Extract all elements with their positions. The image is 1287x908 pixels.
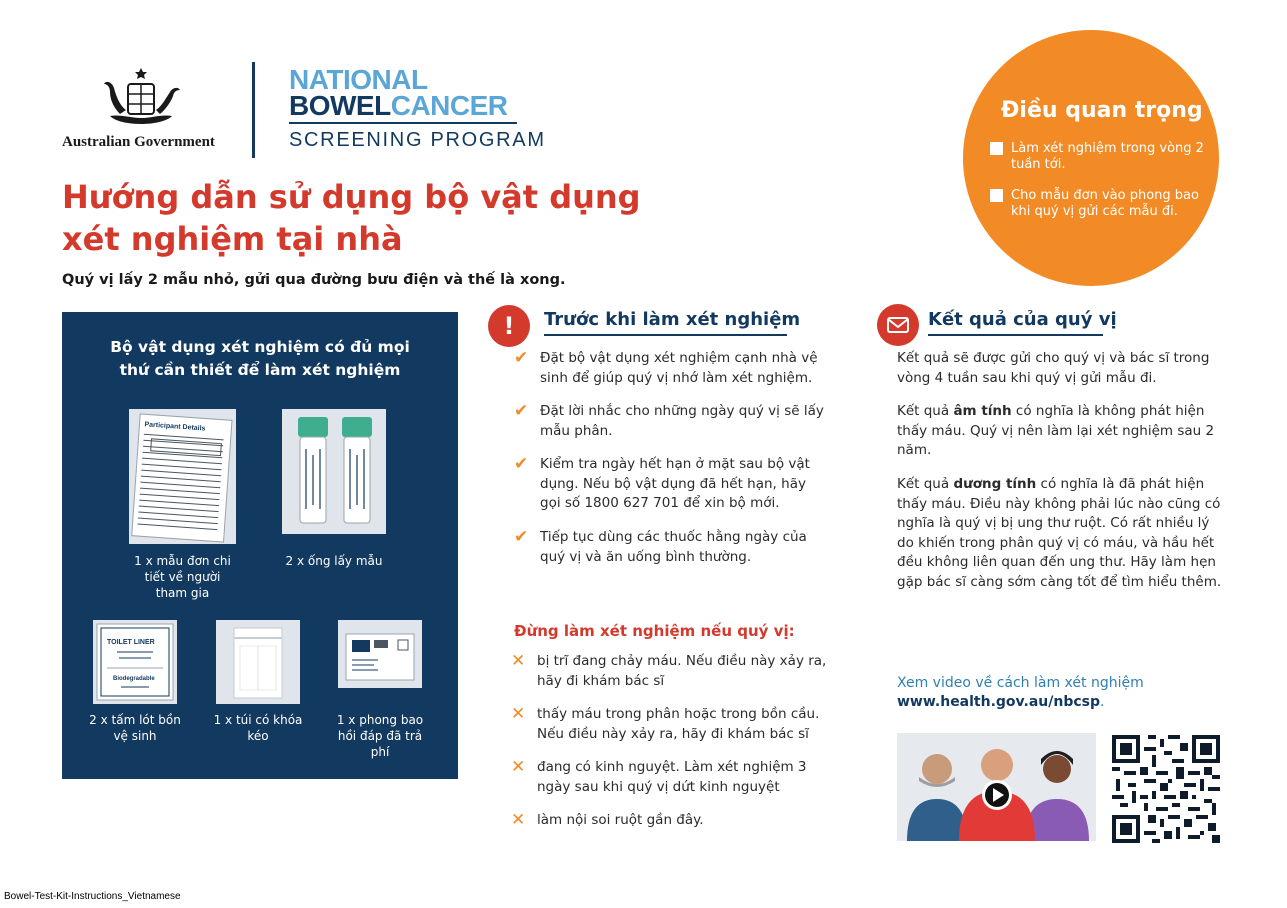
participant-form-image [129, 409, 236, 544]
video-thumbnail[interactable] [897, 733, 1096, 841]
check-icon: ✔ [514, 401, 529, 421]
before-title-rule [544, 334, 787, 336]
kit-caption-tubes: 2 x ống lấy mẫu [285, 554, 383, 568]
footer-filename: Bowel-Test-Kit-Instructions_Vietnamese [4, 891, 181, 902]
kit-title: Bộ vật dụng xét nghiệm có đủ mọi thứ cần thiết để làm xét nghiệm [110, 338, 410, 379]
results-paragraph-2: Kết quả âm tính có nghĩa là không phát hiện thấy máu. Quý vị nên làm lại xét nghiệm sau 2 năm. [897, 403, 1215, 458]
video-link[interactable]: www.health.gov.au/nbcsp [897, 694, 1101, 710]
program-name-cancer: CANCER [390, 90, 508, 121]
kit-caption-form: 1 x mẫu đơn chi tiết về người tham gia [134, 554, 231, 600]
list-item: ✔ Đặt lời nhắc cho những ngày quý vị sẽ lấy mẫu phân. [514, 401, 824, 439]
important-callout [963, 30, 1219, 286]
list-item: ✔ Kiểm tra ngày hết hạn ở mặt sau bộ vật dụng. Nếu bộ vật dụng đã hết hạn, hãy gọi số 1800 627 701 để xin bộ mới. [514, 454, 810, 511]
qr-code[interactable] [1112, 735, 1220, 843]
results-title-rule [928, 334, 1103, 336]
program-name-line3: SCREENING PROGRAM [289, 129, 546, 151]
warning-icon: ! [488, 305, 530, 347]
video-prompt-text: Xem video về cách làm xét nghiệm [897, 675, 1144, 691]
list-item: ✕ bị trĩ đang chảy máu. Nếu điều này xảy ra, hãy đi khám bác sĩ [511, 651, 827, 689]
check-icon: ✔ [514, 527, 529, 547]
cross-icon: ✕ [511, 757, 526, 777]
check-icon: ✔ [514, 348, 529, 368]
check-icon: ✔ [514, 454, 529, 474]
liner-label-text: TOILET LINER [107, 639, 155, 646]
video-prompt: Xem video về cách làm xét nghiệm www.health.gov.au/nbcsp. [897, 675, 1144, 710]
important-title: Điều quan trọng [1001, 98, 1203, 123]
form-heading-text: Participant Details [144, 421, 206, 433]
liner-sub-text: Biodegradable [113, 676, 155, 682]
checkbox-icon [990, 142, 1003, 155]
header-divider [252, 62, 255, 158]
reply-envelope-image [338, 620, 422, 688]
list-item: ✕ làm nội soi ruột gần đây. [511, 810, 704, 830]
list-item: ✕ thấy máu trong phân hoặc trong bồn cầu. Nếu điều này xảy ra, hãy đi khám bác sĩ [511, 704, 820, 742]
list-item: ✔ Tiếp tục dùng các thuốc hằng ngày của quý vị và ăn uống bình thường. [514, 527, 807, 565]
important-item: Cho mẫu đơn vào phong bao khi quý vị gửi các mẫu đi. [990, 188, 1205, 220]
page-subtitle: Quý vị lấy 2 mẫu nhỏ, gửi qua đường bưu điện và thế là xong. [62, 272, 566, 288]
mail-icon [877, 304, 919, 346]
cross-icon: ✕ [511, 704, 526, 724]
cross-icon: ✕ [511, 810, 526, 830]
list-item: ✔ Đặt bộ vật dụng xét nghiệm cạnh nhà vệ sinh để giúp quý vị nhớ làm xét nghiệm. [514, 348, 818, 386]
important-item: Làm xét nghiệm trong vòng 2 tuần tới. [990, 141, 1205, 173]
coat-of-arms-logo [96, 66, 186, 130]
checkbox-icon [990, 189, 1003, 202]
kit-caption-envelope: 1 x phong bao hồi đáp đã trả phí [336, 713, 424, 759]
program-rule [289, 122, 517, 124]
kit-caption-bag: 1 x túi có khóa kéo [213, 713, 303, 743]
sample-tubes-image [282, 409, 386, 534]
program-name-line2 [289, 92, 508, 120]
cross-icon: ✕ [511, 651, 526, 671]
program-name-bowel: BOWEL [289, 90, 391, 121]
kit-contents-panel [62, 312, 458, 779]
before-title: Trước khi làm xét nghiệm [544, 309, 801, 330]
page-title: Hướng dẫn sử dụng bộ vật dụng xét nghiệm tại nhà [62, 178, 641, 258]
government-name: Australian Government [62, 134, 215, 150]
toilet-liner-image [93, 620, 177, 704]
list-item: ✕ đang có kinh nguyệt. Làm xét nghiệm 3 ngày sau khi quý vị dứt kinh nguyệt [511, 757, 807, 795]
results-title: Kết quả của quý vị [928, 309, 1117, 330]
results-paragraph-3: Kết quả dương tính có nghĩa là đã phát hiện thấy máu. Điều này không phải lúc nào cũng có nghĩa là quý vị bị ung thư ruột. Có rất nhiều lý do khiến trong phân quý vị có máu, và hầu hết đều không liên quan đến ung thư. Hãy làm hẹn gặp bác sĩ càng sớm càng tốt để tìm hiểu thêm. [897, 476, 1222, 590]
dont-title: Đừng làm xét nghiệm nếu quý vị: [514, 622, 795, 640]
results-paragraph-1: Kết quả sẽ được gửi cho quý vị và bác sĩ trong vòng 4 tuần sau khi quý vị gửi mẫu đi. [897, 350, 1210, 386]
kit-caption-liner: 2 x tấm lót bồn vệ sinh [89, 713, 181, 743]
program-name-line1: NATIONAL [289, 64, 428, 95]
zip-bag-image [216, 620, 300, 704]
